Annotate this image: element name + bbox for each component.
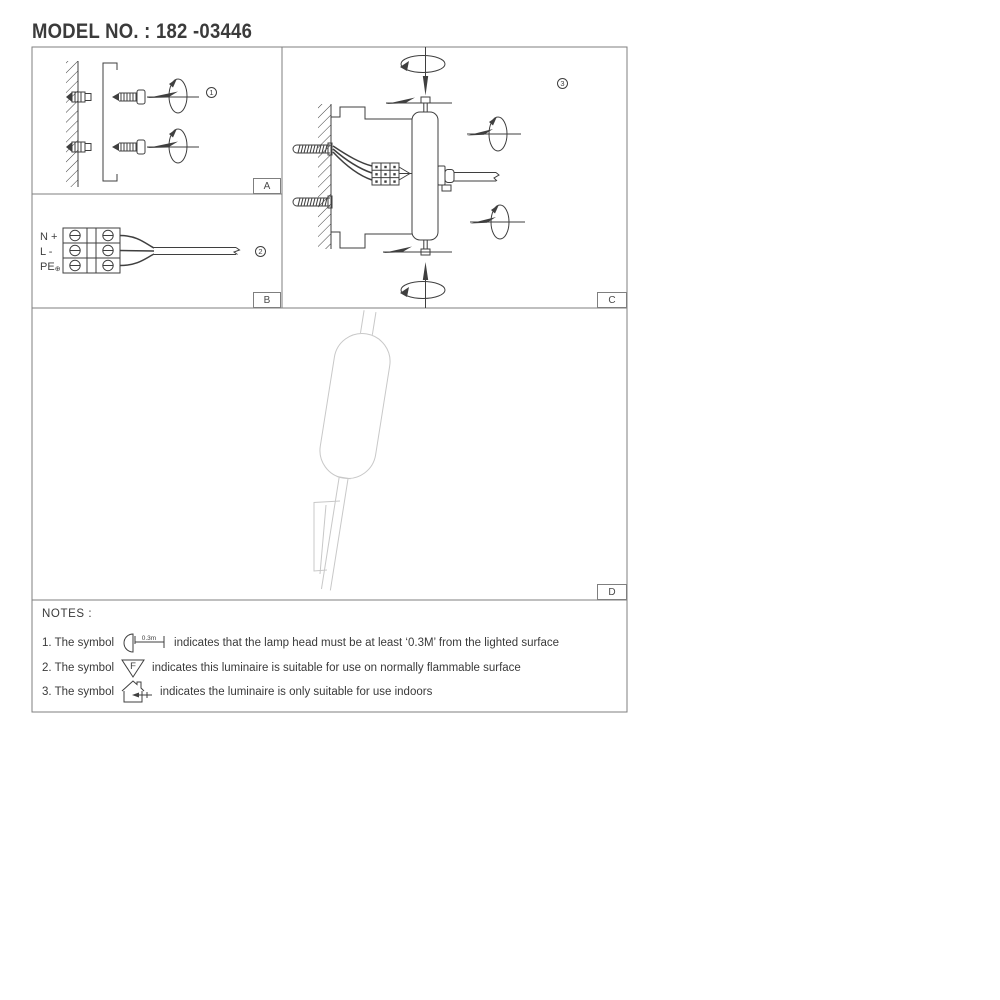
note-2 [42, 656, 521, 680]
panel-label-b: B [253, 292, 281, 308]
bracket-outline-top [331, 107, 412, 119]
svg-text:0.3m: 0.3m [141, 635, 157, 642]
note-1 [42, 631, 559, 655]
screw-direction-arrow [147, 142, 199, 149]
top-pivot-assembly [386, 47, 452, 112]
indoor-use-only-house-icon [120, 679, 154, 705]
panel-label-d: D [597, 584, 627, 600]
panel-a-wall-mounting-diagram [66, 61, 199, 187]
min-distance-0.3m-icon [120, 632, 168, 654]
lamp-head-capsule [316, 330, 394, 483]
flammable-surface-F-icon [120, 658, 146, 678]
note-2-lead: 2. The symbol [42, 662, 115, 674]
note-3-lead: 3. The symbol [42, 686, 115, 698]
bottom-pivot-assembly [383, 240, 452, 308]
lamp-stem [321, 477, 339, 589]
bracket-outline-bottom [331, 232, 412, 248]
step-2-marker: 2 [255, 246, 266, 257]
panel-label-a: A [253, 178, 281, 194]
svg-text:F: F [130, 661, 136, 672]
terminal-label-neutral: N + [40, 231, 58, 243]
screw-icon [293, 143, 332, 155]
note-1-lead: 1. The symbol [42, 637, 115, 649]
wall-hatch [318, 104, 331, 249]
mounting-bracket [103, 63, 117, 181]
terminal-label-earth: PE⊕ [40, 261, 61, 273]
panel-d-lamp-outline [298, 307, 397, 594]
screw-icon [112, 90, 145, 104]
earth-symbol-icon: ⊕ [54, 266, 61, 273]
step-1-marker: 1 [206, 87, 217, 98]
supply-cable-wires [120, 236, 240, 266]
panel-b-wiring-diagram [63, 228, 240, 273]
notes-heading: NOTES : [42, 608, 93, 620]
panel-label-c: C [597, 292, 627, 308]
panel-c-fixture-mounting-diagram [293, 47, 525, 308]
lamp-wall-bracket [314, 501, 340, 571]
note-3 [42, 680, 432, 704]
output-cable-connector [438, 166, 499, 191]
step-3-marker: 3 [557, 78, 568, 89]
screw-icon [293, 196, 332, 208]
rotation-arrow-icon [169, 79, 187, 114]
side-rotation-top [467, 117, 521, 152]
note-3-text: indicates the luminaire is only suitable for use indoors [160, 686, 433, 698]
terminal-block [63, 228, 120, 273]
screw-icon [112, 140, 145, 154]
rotation-arrow-icon [400, 56, 445, 73]
side-rotation-bottom [470, 205, 525, 240]
wall-hatch [66, 61, 78, 187]
rotation-arrow-icon [169, 129, 187, 164]
rotation-arrow-icon [400, 282, 445, 299]
model-number-title: MODEL NO. : 182 -03446 [32, 20, 253, 43]
note-1-text: indicates that the lamp head must be at least ‘0.3M’ from the lighted surface [174, 637, 560, 649]
note-2-text: indicates this luminaire is suitable for use on normally flammable surface [152, 662, 521, 674]
terminal-block-small [372, 163, 399, 185]
terminal-label-live: L - [40, 246, 53, 258]
screw-direction-arrow [147, 92, 199, 99]
fixture-body [412, 112, 438, 240]
